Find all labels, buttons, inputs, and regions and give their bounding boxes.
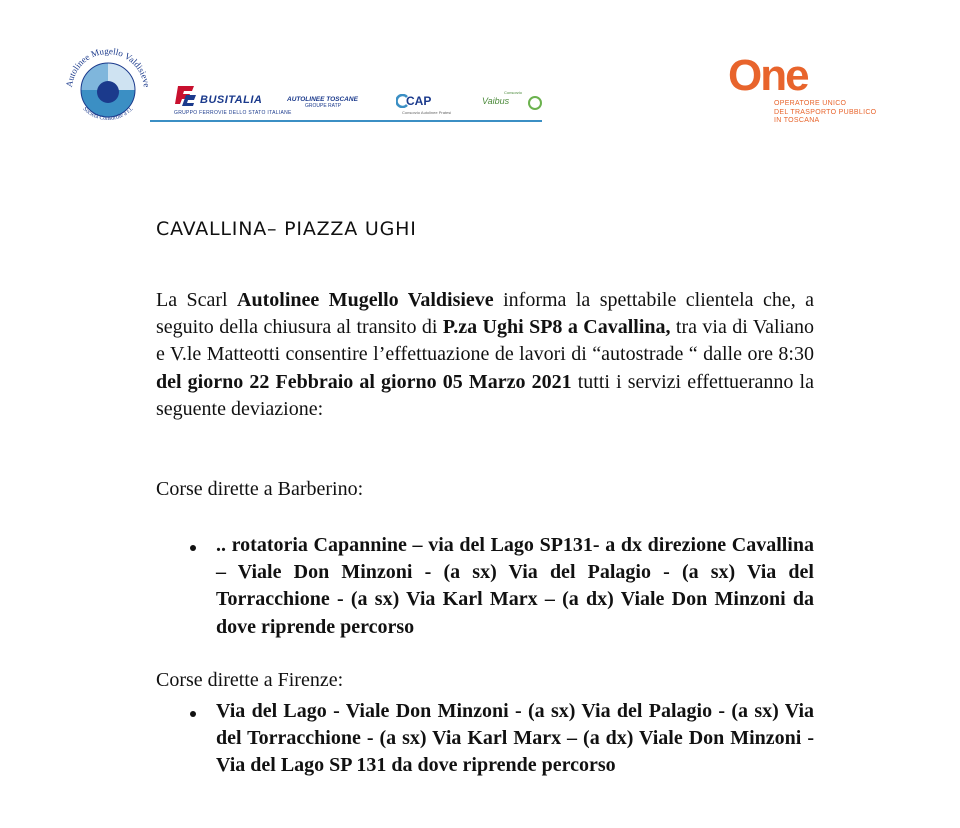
fs-logo-icon bbox=[172, 82, 200, 108]
one-logo-word: One bbox=[728, 51, 808, 100]
vaibus-logo bbox=[478, 90, 548, 116]
bullet-icon bbox=[190, 545, 196, 551]
one-logo-line: DEL TRASPORTO PUBBLICO bbox=[774, 108, 877, 116]
route-firenze: Via del Lago - Viale Don Minzoni - (a sx) Via del Palagio - (a sx) Via del Torracchione - (a sx) Via Karl Marx – (a dx) Viale Don Minzoni - Via del Lago SP 131 da dove riprende percorso bbox=[216, 700, 814, 777]
intro-text-bold: Autolinee Mugello Valdisieve bbox=[237, 289, 494, 311]
busitalia-subtitle: GRUPPO FERROVIE DELLO STATO ITALIANE bbox=[174, 110, 292, 116]
section-label-barberino: Corse dirette a Barberino: bbox=[156, 478, 364, 500]
intro-text-bold: del giorno 22 Febbraio al giorno 05 Marzo 2021 bbox=[156, 370, 572, 393]
amv-ring-text-bottom: Società Consortile a r.l. bbox=[81, 106, 135, 123]
intro-text: informa la spettabile clientela che, a seguito della chiusura al transito di bbox=[156, 289, 814, 339]
busitalia-logo bbox=[172, 82, 292, 122]
vaibus-name: Vaibus bbox=[482, 96, 510, 106]
section-label-firenze: Corse dirette a Firenze: bbox=[156, 669, 344, 691]
amv-logo bbox=[58, 40, 158, 140]
intro-text: tra via di Valiano e V.le Matteotti consentire l’effettuazione de lavori di “autostrade “ dalle ore 8:30 bbox=[156, 316, 814, 366]
autolinee-toscane-subtitle: GROUPE RATP bbox=[305, 103, 342, 109]
vaibus-top: Consorzio bbox=[504, 90, 523, 95]
ring-icon bbox=[528, 96, 542, 110]
one-logo bbox=[728, 51, 878, 134]
cap-subtitle: Consorzio Autolinee Pratesi bbox=[402, 110, 452, 115]
route-barberino: .. rotatoria Capannine – via del Lago SP131- a dx direzione Cavallina – Viale Don Minzoni - (a sx) Via del Palagio - (a sx) Via del Torracchione - (a sx) Via Karl Marx – (a dx) Viale Don Minzoni da dove riprende percorso bbox=[216, 534, 814, 638]
one-logo-line: IN TOSCANA bbox=[774, 117, 820, 124]
intro-text: tutti i servizi effettueranno la seguente deviazione: bbox=[156, 370, 814, 420]
one-logo-subtitle bbox=[774, 100, 876, 126]
intro-text: La Scarl bbox=[156, 289, 238, 311]
one-logo-line: OPERATORE UNICO bbox=[774, 100, 847, 107]
page-title: CAVALLINA– PIAZZA UGHI bbox=[156, 218, 417, 240]
cap-logo bbox=[396, 92, 466, 118]
busitalia-name: BUSITALIA bbox=[200, 94, 263, 106]
cap-name: CAP bbox=[406, 94, 432, 108]
bullet-icon bbox=[190, 711, 196, 717]
intro-paragraph bbox=[156, 287, 814, 423]
amv-ring-text-top: Autolinee Mugello Valdisieve bbox=[64, 45, 152, 88]
autolinee-toscane-name: AUTOLINEE TOSCANE bbox=[287, 96, 358, 103]
autolinee-toscane-logo bbox=[287, 96, 367, 120]
intro-text-bold: P.za Ughi SP8 a Cavallina, bbox=[442, 316, 671, 339]
